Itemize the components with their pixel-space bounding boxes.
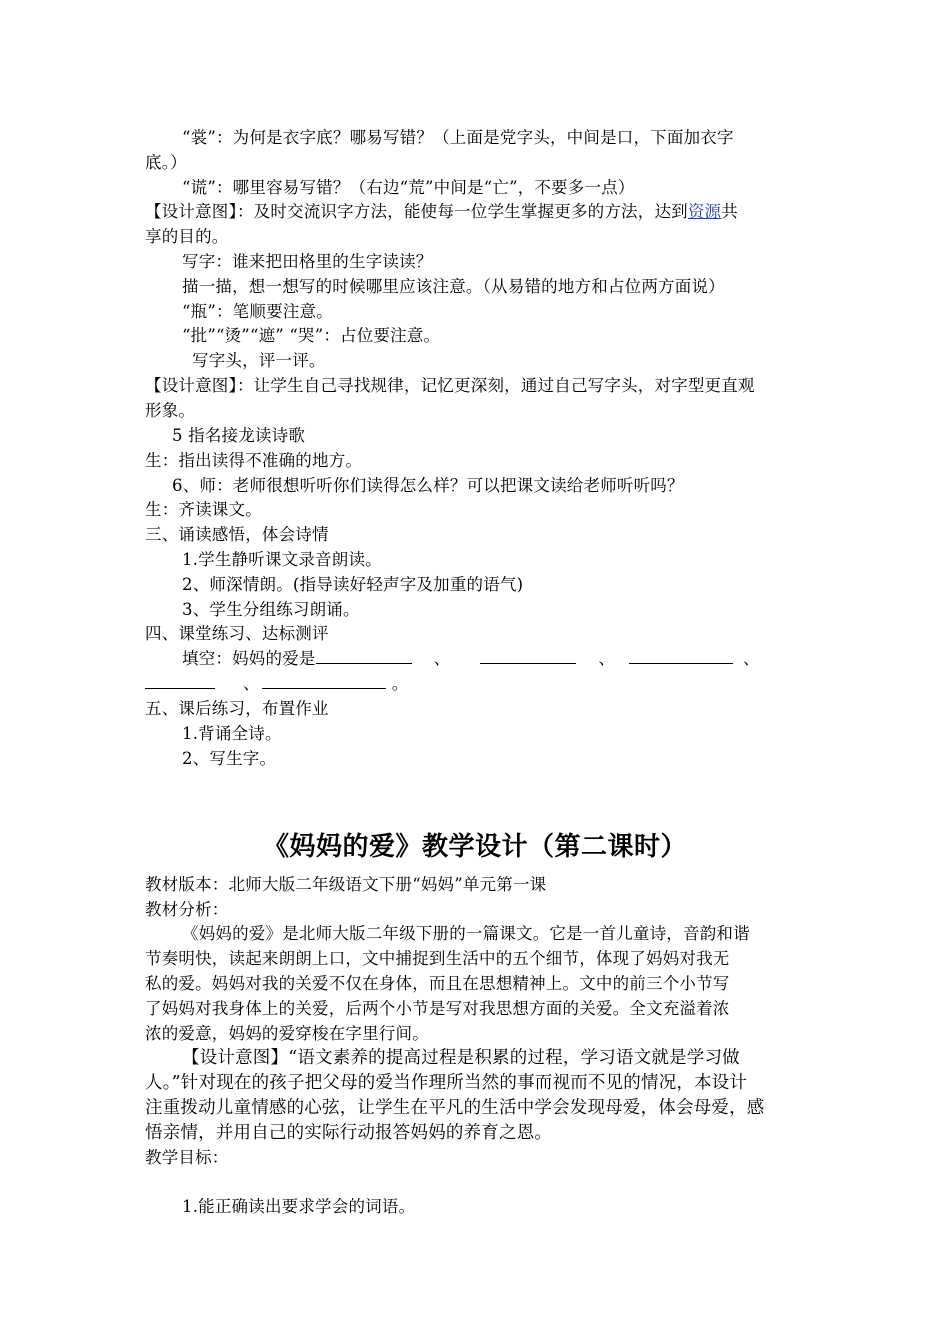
text-line: 生：齐读课文。 [145, 500, 262, 519]
text-line: 形象。 [145, 401, 196, 420]
section-heading: 五、课后练习，布置作业 [145, 699, 329, 718]
text-line: 底。） [145, 153, 187, 172]
paragraph-line: 浓的爱意，妈妈的爱穿梭在字里行间。 [145, 1024, 429, 1043]
text-line: “批”“烫”“遮” “哭”：占位要注意。 [182, 326, 441, 345]
text-line: 描一描，想一想写的时候哪里应该注意。（从易错的地方和占位两方面说） [182, 277, 725, 296]
paragraph-line: 了妈妈对我身体上的关爱，后两个小节是写对我思想方面的关爱。全文充溢着浓 [145, 999, 730, 1018]
fill-blank-line [182, 647, 760, 671]
text-line: 3、学生分组练习朗诵。 [182, 600, 360, 619]
paragraph-line: 【设计意图】“语文素养的提高过程是积累的过程，学习语文就是学习做 [182, 1048, 740, 1068]
text-line: 1.能正确读出要求学会的词语。 [182, 1197, 416, 1216]
blank-field [145, 672, 215, 689]
section-heading: 三、诵读感悟，体会诗情 [145, 525, 329, 544]
paragraph-line: 私的爱。妈妈对我的关爱不仅在身体，而且在思想精神上。文中的前三个小节写 [145, 974, 730, 993]
blank-field [262, 672, 386, 689]
design-intent-line [145, 200, 738, 224]
separator: 。 [391, 674, 409, 693]
paragraph-line: 人。”针对现在的孩子把父母的爱当作理所当然的事而视而不见的情况，本设计 [145, 1073, 748, 1093]
text-line: 享的目的。 [145, 227, 229, 246]
paragraph-line: 注重拨动儿童情感的心弦，让学生在平凡的生活中学会发现母爱，体会母爱，感 [145, 1098, 765, 1118]
separator: 、 [243, 674, 260, 693]
separator: 、 [743, 649, 760, 668]
text-line: 教材版本：北师大版二年级语文下册“妈妈”单元第一课 [145, 875, 547, 894]
paragraph-line: 《妈妈的爱》是北师大版二年级下册的一篇课文。它是一首儿童诗，音韵和谐 [182, 924, 750, 943]
separator: 、 [433, 649, 451, 668]
text-line: 生：指出读得不准确的地方。 [145, 451, 363, 470]
blank-field [316, 647, 412, 664]
text-line: “谎”：哪里容易写错？（右边“荒”中间是“亡”，不要多一点） [182, 178, 635, 197]
lesson-title: 《妈妈的爱》教学设计（第二课时） [262, 832, 687, 862]
text-line: 教材分析： [145, 900, 229, 919]
separator: 、 [598, 649, 616, 668]
text-line: 写字头，评一评。 [192, 351, 326, 370]
text-line: 6、师：老师很想听听你们读得怎么样？可以把课文读给老师听听吗？ [172, 476, 684, 495]
text-span: 【设计意图】：及时交流识字方法，能使每一位学生掌握更多的方法，达到 [145, 202, 688, 221]
blank-field [480, 647, 576, 664]
text-span: 填空：妈妈的爱是 [182, 649, 316, 668]
text-line: 1.学生静听课文录音朗读。 [182, 550, 382, 569]
text-line: 5 指名接龙读诗歌 [172, 426, 306, 445]
text-line: 写字：谁来把田格里的生字读读？ [182, 252, 433, 271]
text-line: 教学目标： [145, 1148, 229, 1167]
text-line: “裳”：为何是衣字底？哪易写错？（上面是党字头，中间是口，下面加衣字 [182, 128, 734, 147]
blank-field [629, 647, 733, 664]
paragraph-line: 悟亲情，并用自己的实际行动报答妈妈的养育之恩。 [145, 1123, 553, 1143]
text-line: 【设计意图】：让学生自己寻找规律，记忆更深刻，通过自己写字头，对字型更直观 [145, 376, 755, 395]
text-line: 2、写生字。 [182, 749, 277, 768]
text-line: 2、师深情朗。(指导读好轻声字及加重的语气) [182, 575, 524, 594]
paragraph-line: 节奏明快，读起来朗朗上口，文中捕捉到生活中的五个细节，体现了妈妈对我无 [145, 949, 730, 968]
text-line: 1.背诵全诗。 [182, 724, 282, 743]
section-heading: 四、课堂练习、达标测评 [145, 624, 329, 643]
resource-link[interactable]: 资源 [687, 202, 722, 221]
fill-blank-line [145, 672, 408, 696]
text-line: “瓶”：笔顺要注意。 [182, 302, 333, 321]
text-span: 共 [721, 202, 738, 221]
